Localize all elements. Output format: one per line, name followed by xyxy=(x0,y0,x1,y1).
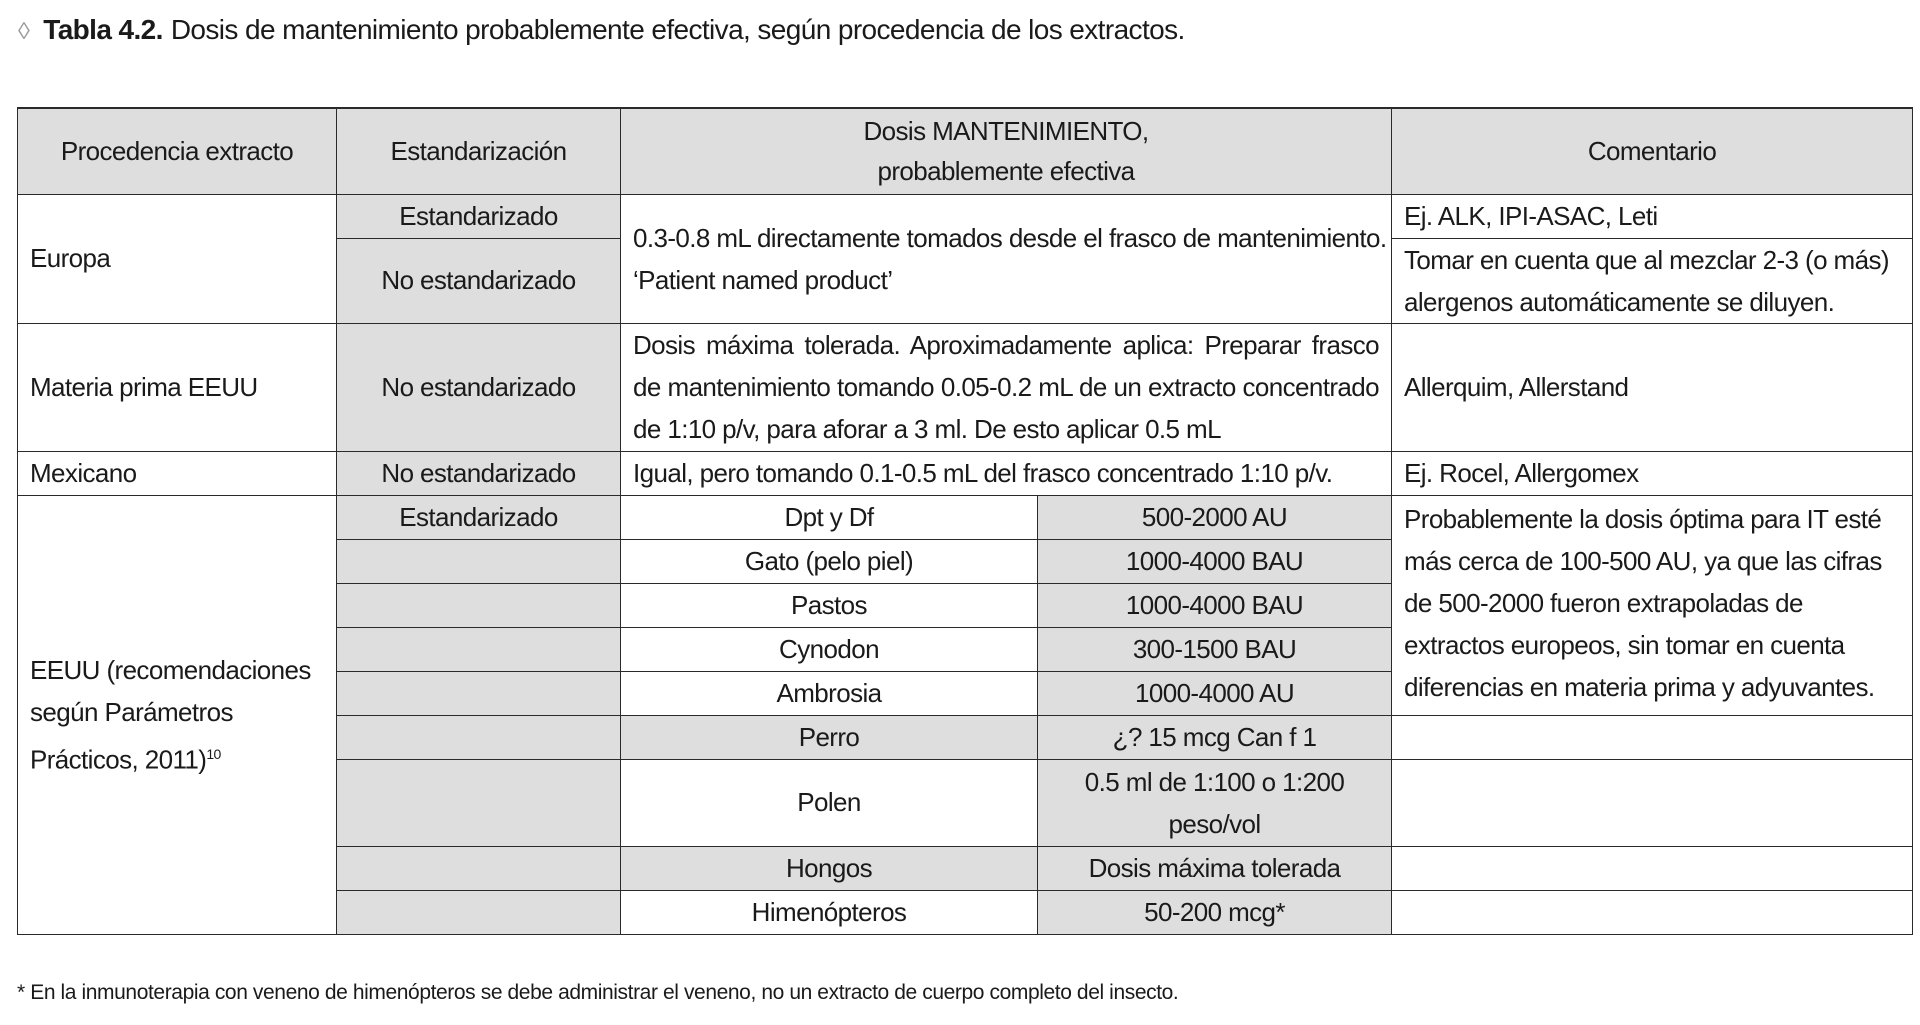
cell-procedencia-europa: Europa xyxy=(18,194,337,323)
cell-procedencia-materia: Materia prima EEUU xyxy=(18,323,337,451)
cell-est-mexicano: No estandarizado xyxy=(337,451,621,495)
cell-alergeno: Himenópteros xyxy=(621,890,1038,934)
cell-dosis-alergeno: 1000-4000 BAU xyxy=(1038,539,1392,583)
header-row xyxy=(18,108,1913,194)
cell-est-empty xyxy=(337,539,621,583)
cell-comentario-empty xyxy=(1392,715,1913,759)
cell-dosis-alergeno: 0.5 ml de 1:100 o 1:200 peso/vol xyxy=(1038,759,1392,846)
caption-text: Dosis de mantenimiento probablemente efectiva, según procedencia de los extractos. xyxy=(170,14,1185,45)
cell-est-europa-1: Estandarizado xyxy=(337,194,621,238)
cell-alergeno: Perro xyxy=(621,715,1038,759)
cell-procedencia-mexicano: Mexicano xyxy=(18,451,337,495)
cell-comentario-europa-1: Ej. ALK, IPI-ASAC, Leti xyxy=(1392,194,1913,238)
reference-superscript: 10 xyxy=(206,745,221,762)
cell-comentario-empty xyxy=(1392,890,1913,934)
cell-est-empty xyxy=(337,890,621,934)
cell-dosis-alergeno: 500-2000 AU xyxy=(1038,495,1392,539)
table-row xyxy=(18,495,1913,539)
cell-dosis-alergeno: 50-200 mcg* xyxy=(1038,890,1392,934)
header-dosis-line2: probablemente efectiva xyxy=(877,156,1135,187)
cell-dosis-materia: Dosis máxima tolerada. Aproximadamente aplica: Preparar frasco de mantenimiento tomando 0.05-0.2 mL de un extracto concentrado de 1:10 p/v, para aforar a 3 ml. De esto aplicar 0.5 mL xyxy=(621,323,1392,451)
table-row xyxy=(18,323,1913,451)
cell-dosis-alergeno: ¿? 15 mcg Can f 1 xyxy=(1038,715,1392,759)
cell-dosis-europa xyxy=(621,194,1392,323)
cell-comentario-eeuu: Probablemente la dosis óptima para IT esté más cerca de 100-500 AU, ya que las cifras de 500-2000 fueron extrapoladas de extractos europeos, sin tomar en cuenta diferencias en materia prima y adyuvantes. xyxy=(1392,495,1913,715)
diamond-bullet-icon: ◊ xyxy=(18,18,30,45)
cell-est-materia: No estandarizado xyxy=(337,323,621,451)
header-comentario: Comentario xyxy=(1392,108,1913,194)
table-footnote: * En la inmunoterapia con veneno de himenópteros se debe administrar el veneno, no un extracto de cuerpo completo del insecto. xyxy=(17,981,1179,1004)
cell-est-empty xyxy=(337,846,621,890)
table-row xyxy=(18,194,1913,238)
cell-comentario-empty xyxy=(1392,759,1913,846)
cell-est-empty xyxy=(337,759,621,846)
cell-dosis-alergeno: 1000-4000 AU xyxy=(1038,671,1392,715)
cell-dosis-alergeno: 300-1500 BAU xyxy=(1038,627,1392,671)
header-estandarizacion: Estandarización xyxy=(337,108,621,194)
cell-est-europa-2: No estandarizado xyxy=(337,238,621,323)
caption-label: Tabla 4.2. xyxy=(43,14,163,45)
cell-est-empty xyxy=(337,715,621,759)
cell-est-empty xyxy=(337,627,621,671)
cell-comentario-materia: Allerquim, Allerstand xyxy=(1392,323,1913,451)
cell-comentario-mexicano: Ej. Rocel, Allergomex xyxy=(1392,451,1913,495)
dosis-europa-line2: ‘Patient named product’ xyxy=(633,264,893,295)
cell-est-empty xyxy=(337,671,621,715)
cell-alergeno: Hongos xyxy=(621,846,1038,890)
cell-est-empty xyxy=(337,583,621,627)
cell-est-eeuu: Estandarizado xyxy=(337,495,621,539)
cell-dosis-alergeno: 1000-4000 BAU xyxy=(1038,583,1392,627)
cell-comentario-empty xyxy=(1392,846,1913,890)
cell-alergeno: Cynodon xyxy=(621,627,1038,671)
cell-dosis-mexicano: Igual, pero tomando 0.1-0.5 mL del frasco concentrado 1:10 p/v. xyxy=(621,451,1392,495)
procedencia-eeuu-text: EEUU (recomendaciones según Parámetros Prácticos, 2011) xyxy=(30,654,311,775)
dosage-table xyxy=(17,107,1913,935)
cell-comentario-europa-2: Tomar en cuenta que al mezclar 2-3 (o más) alergenos automáticamente se diluyen. xyxy=(1392,238,1913,323)
cell-alergeno: Gato (pelo piel) xyxy=(621,539,1038,583)
header-procedencia: Procedencia extracto xyxy=(18,108,337,194)
table-caption xyxy=(18,10,1185,50)
dosis-europa-line1: 0.3-0.8 mL directamente tomados desde el frasco de mantenimiento. xyxy=(633,222,1387,253)
header-dosis xyxy=(621,108,1392,194)
cell-alergeno: Pastos xyxy=(621,583,1038,627)
cell-alergeno: Dpt y Df xyxy=(621,495,1038,539)
header-dosis-line1: Dosis MANTENIMIENTO, xyxy=(863,116,1149,147)
cell-alergeno: Polen xyxy=(621,759,1038,846)
table-row xyxy=(18,451,1913,495)
cell-alergeno: Ambrosia xyxy=(621,671,1038,715)
cell-dosis-alergeno: Dosis máxima tolerada xyxy=(1038,846,1392,890)
cell-procedencia-eeuu xyxy=(18,495,337,934)
